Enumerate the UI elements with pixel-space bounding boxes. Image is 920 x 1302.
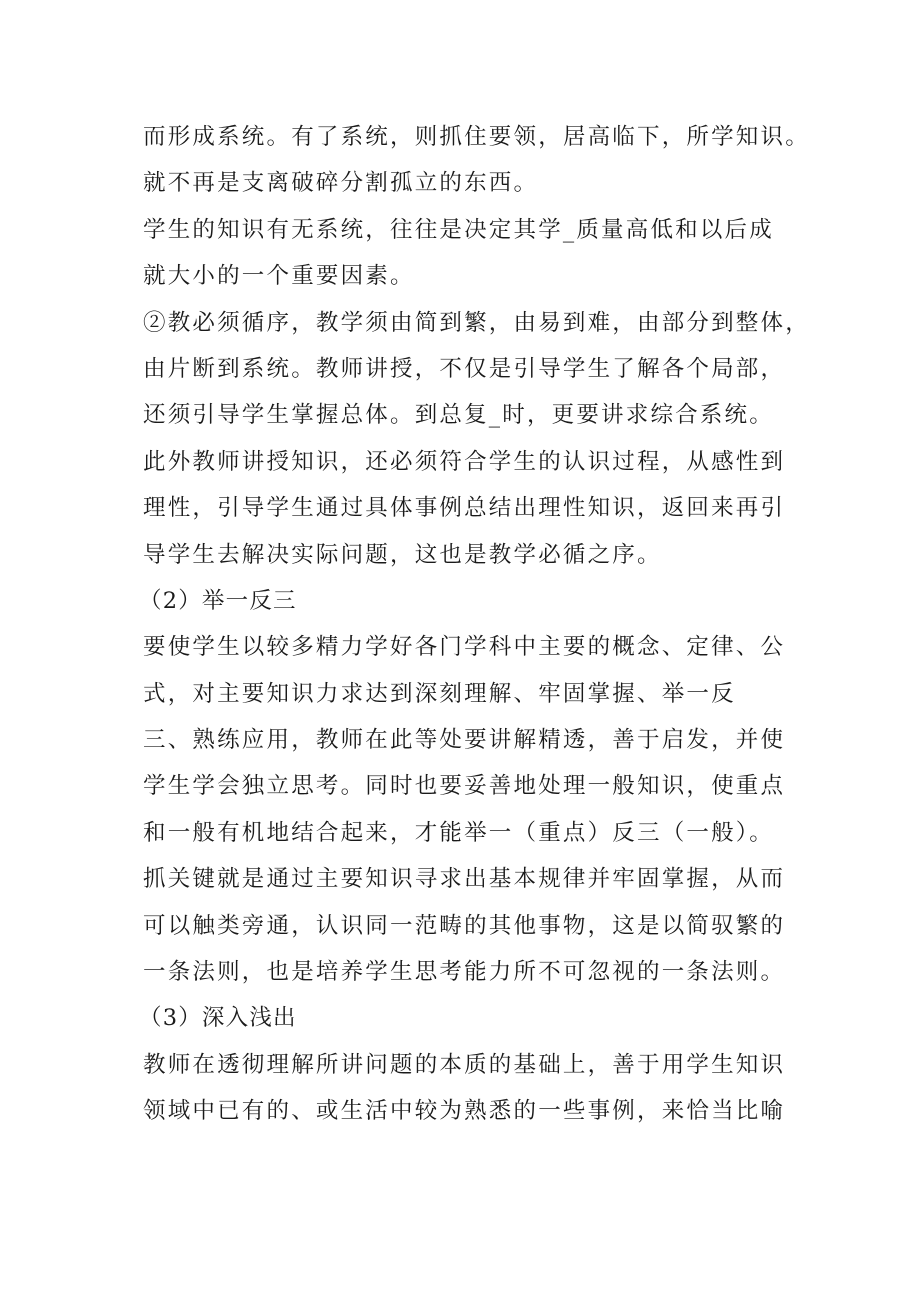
text-line: 导学生去解决实际问题，这也是教学必循之序。 bbox=[143, 541, 662, 568]
text-line: 要使学生以较多精力学好各门学科中主要的概念、定律、公 bbox=[143, 634, 786, 661]
text-line: 可以触类旁通，认识同一范畴的其他事物，这是以简驭繁的 bbox=[143, 912, 786, 939]
text-line: 三、熟练应用，教师在此等处要讲解精透，善于启发，并使 bbox=[143, 727, 786, 754]
text-line: 此外教师讲授知识，还必须符合学生的认识过程，从感性到 bbox=[143, 448, 786, 475]
text-line: 还须引导学生掌握总体。到总复_时，更要讲求综合系统。 bbox=[143, 402, 774, 429]
text-line: 教师在透彻理解所讲问题的本质的基础上，善于用学生知识 bbox=[143, 1051, 786, 1078]
text-line: 抓关键就是通过主要知识寻求出基本规律并牢固掌握，从而 bbox=[143, 866, 786, 893]
section-heading: （3）深入浅出 bbox=[139, 1005, 297, 1032]
text-line: 学生学会独立思考。同时也要妥善地处理一般知识，使重点 bbox=[143, 773, 786, 800]
text-line: 和一般有机地结合起来，才能举一（重点）反三（一般）。 bbox=[143, 819, 774, 846]
text-line: 由片断到系统。教师讲授，不仅是引导学生了解各个局部， bbox=[143, 355, 786, 382]
document-body bbox=[139, 114, 823, 1135]
text-line: 领域中已有的、或生活中较为熟悉的一些事例，来恰当比喻 bbox=[143, 1098, 786, 1125]
section-heading: （2）举一反三 bbox=[139, 587, 297, 614]
text-line: ②教必须循序，教学须由简到繁，由易到难，由部分到整体， bbox=[143, 309, 810, 336]
text-line: 就不再是支离破碎分割孤立的东西。 bbox=[143, 170, 539, 197]
text-line: 学生的知识有无系统，往往是决定其学_质量高低和以后成 bbox=[143, 216, 774, 243]
text-line: 一条法则，也是培养学生思考能力所不可忽视的一条法则。 bbox=[143, 959, 786, 986]
text-line: 就大小的一个重要因素。 bbox=[143, 263, 415, 290]
text-line: 式，对主要知识力求达到深刻理解、牢固掌握、举一反 bbox=[143, 680, 736, 707]
text-line: 理性，引导学生通过具体事例总结出理性知识，返回来再引 bbox=[143, 495, 786, 522]
text-line: 而形成系统。有了系统，则抓住要领，居高临下，所学知识。 bbox=[143, 124, 810, 150]
